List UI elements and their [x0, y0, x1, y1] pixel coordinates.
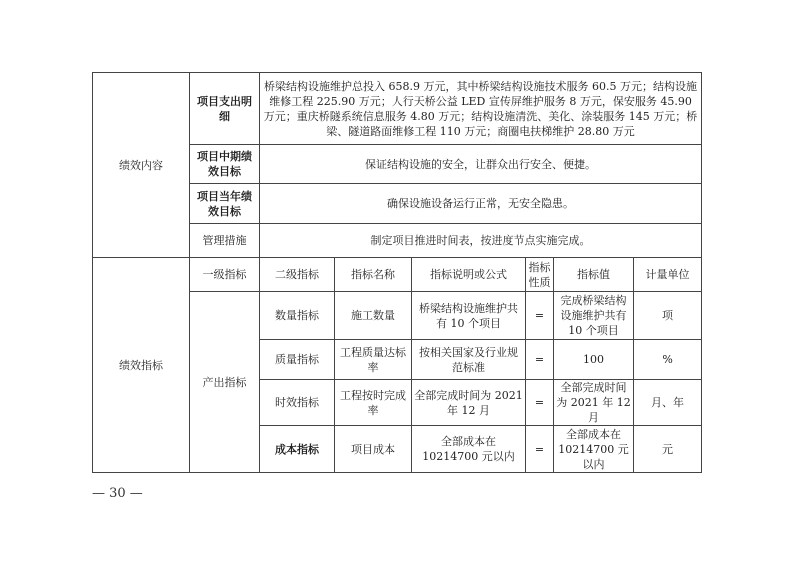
header-level1: 一级指标	[190, 258, 260, 292]
value-cell: 完成桥梁结构设施维护共有 10 个项目	[554, 292, 634, 340]
content-annual-goal: 确保设施设备运行正常，无安全隐患。	[260, 184, 702, 224]
header-row	[93, 258, 702, 292]
section-performance-content: 绩效内容	[93, 73, 190, 258]
label-mid-term-goal: 项目中期绩效目标	[190, 145, 260, 184]
content-mid-term-goal: 保证结构设施的安全，让群众出行安全、便捷。	[260, 145, 702, 184]
label-management-measures: 管理措施	[190, 224, 260, 258]
value-cell: 全部成本在 10214700 元以内	[554, 426, 634, 473]
unit-cell: 月、年	[634, 380, 702, 426]
unit-cell: %	[634, 340, 702, 380]
indicator-name-cell: 项目成本	[335, 426, 412, 473]
header-level2: 二级指标	[260, 258, 335, 292]
level2-cell: 数量指标	[260, 292, 335, 340]
description-cell: 全部成本在 10214700 元以内	[412, 426, 526, 473]
header-description: 指标说明或公式	[412, 258, 526, 292]
performance-table	[92, 72, 702, 473]
unit-cell: 项	[634, 292, 702, 340]
level1-output-indicator: 产出指标	[190, 292, 260, 473]
content-expense-detail: 桥梁结构设施维护总投入 658.9 万元，其中桥梁结构设施技术服务 60.5 万元；结构设施维修工程 225.90 万元；人行天桥公益 LED 宣传屏维护服务 8 万元，保安服务 45.90 万元；重庆桥隧系统信息服务 4.80 万元；结构设施清洗、美化、涂装服务 145 万元；桥梁、隧道路面维修工程 110 万元；商圈电扶梯维护 28.80 万元	[260, 73, 702, 145]
indicator-name-cell: 工程质量达标率	[335, 340, 412, 380]
nature-cell: =	[526, 340, 554, 380]
section-performance-indicators: 绩效指标	[93, 258, 190, 473]
header-value: 指标值	[554, 258, 634, 292]
content-management-measures: 制定项目推进时间表，按进度节点实施完成。	[260, 224, 702, 258]
level2-cell: 质量指标	[260, 340, 335, 380]
row-expense-detail	[93, 73, 702, 145]
description-cell: 桥梁结构设施维护共有 10 个项目	[412, 292, 526, 340]
header-indicator-name: 指标名称	[335, 258, 412, 292]
unit-cell: 元	[634, 426, 702, 473]
nature-cell: =	[526, 380, 554, 426]
indicator-name-cell: 工程按时完成率	[335, 380, 412, 426]
description-cell: 全部完成时间为 2021 年 12 月	[412, 380, 526, 426]
value-cell: 全部完成时间为 2021 年 12 月	[554, 380, 634, 426]
value-cell: 100	[554, 340, 634, 380]
nature-cell: =	[526, 426, 554, 473]
level2-cell: 时效指标	[260, 380, 335, 426]
level2-cell: 成本指标	[260, 426, 335, 473]
header-unit: 计量单位	[634, 258, 702, 292]
description-cell: 按相关国家及行业规范标准	[412, 340, 526, 380]
nature-cell: =	[526, 292, 554, 340]
label-annual-goal: 项目当年绩效目标	[190, 184, 260, 224]
page-number: — 30 —	[92, 486, 143, 501]
label-expense-detail: 项目支出明细	[190, 73, 260, 145]
indicator-name-cell: 施工数量	[335, 292, 412, 340]
header-nature: 指标性质	[526, 258, 554, 292]
